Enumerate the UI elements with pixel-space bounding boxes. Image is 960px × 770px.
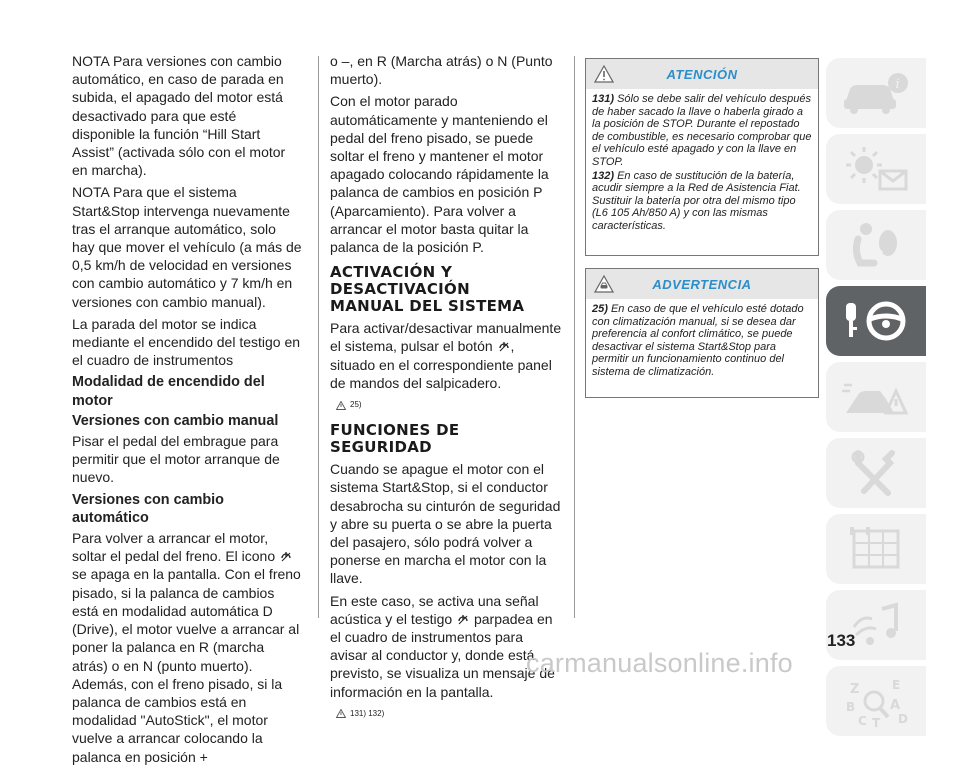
column-2 [330, 52, 562, 729]
paragraph: Cuando se apague el motor con el sistema Start&Stop, si el conductor desabrocha su cinturón de seguridad y abre su puerta o se abre la puerta del pasajero, sólo podrá volver a ponerse en marcha el motor con la llave. [330, 461, 561, 587]
section-heading [330, 264, 562, 315]
note-text: En caso de que el vehículo esté dotado con climatización manual, si se desea dar preferencia al confort climático, se puede desactivar el sistema Start&Stop para permitir un funcionamiento continuo del sistema de climatización. [592, 303, 804, 378]
reference-marker [336, 705, 562, 723]
heading-line: FUNCIONES DE [330, 421, 460, 440]
attention-triangle-icon [336, 709, 346, 718]
tab-warning-lights[interactable] [826, 134, 926, 204]
tab-know-your-car[interactable] [826, 58, 926, 128]
warning-box-header [586, 269, 818, 299]
tab-emergency[interactable] [826, 362, 926, 432]
index-letter: C [858, 714, 867, 728]
index-letter: B [846, 700, 856, 714]
note-number: 132) [592, 169, 615, 182]
warning-lights-icon [836, 141, 916, 197]
text-span: parpadea en el cuadro de instrumentos para avisar al conductor y, donde está previsto, se visualiza un mensaje de información en la pantalla. [330, 610, 555, 700]
section-heading: Modalidad de encendido del motor [72, 374, 265, 409]
warning-box-body [586, 299, 818, 386]
start-stop-icon [457, 613, 469, 625]
index-letter: Z [850, 682, 860, 697]
note-number: 25) [592, 303, 608, 315]
text-span: se apaga en la pantalla. Con el freno pisado, si la palanca de cambios está en modalidad automática D (Drive), el motor vuelve a arrancar al poner la palanca en R (marcha atrás) o en N (punto muerto). Además, con el freno pisado, si la palanca de cambios está en modalidad "AutoStick", el motor vuelve a arrancar colocando la palanca en posición + [72, 566, 301, 765]
page-number: 133 [827, 631, 856, 650]
tab-safety[interactable] [826, 210, 926, 280]
airbag-seat-icon [836, 217, 916, 273]
technical-data-icon [836, 521, 916, 577]
paragraph [330, 592, 562, 701]
heading-line: MANUAL DEL SISTEMA [330, 297, 525, 316]
column-divider [574, 56, 575, 618]
car-info-icon [836, 65, 916, 121]
svg-text:i: i [895, 77, 900, 92]
start-stop-icon [280, 550, 292, 562]
heading-line: ACTIVACIÓN Y [330, 263, 453, 282]
warning-triangle-icon [336, 401, 346, 410]
warning-box [585, 268, 819, 398]
reference-marker [336, 396, 562, 414]
section-heading [330, 422, 562, 456]
tab-starting-and-driving[interactable] [826, 286, 926, 356]
index-letter: A [890, 698, 901, 713]
note [592, 93, 812, 169]
heading-line: SEGURIDAD [330, 438, 432, 457]
key-steering-wheel-icon [836, 293, 916, 349]
section-heading: Versiones con cambio automático [72, 491, 224, 526]
paragraph: La parada del motor se indica mediante el encendido del testigo en el cuadro de instrumentos [72, 315, 301, 369]
column-divider [318, 56, 319, 618]
maintenance-tools-icon [836, 445, 916, 501]
road-emergency-icon [836, 369, 916, 425]
car-warning-icon [594, 275, 614, 293]
index-letter: E [892, 678, 901, 692]
note-text: Sólo se debe salir del vehículo después de haber sacado la llave o haberla girado a la posición de STOP. Durante el repostado de combustible, es necesario comprobar que el vehículo esté apagado y con la llave en STOP. [592, 93, 812, 168]
tab-technical-data[interactable] [826, 514, 926, 584]
index-letter: D [898, 712, 908, 726]
paragraph: NOTA Para que el sistema Start&Stop intervenga nuevamente tras el arranque automático, solo hay que mover el vehículo (a más de 0,5 km/h de velocidad en versiones con cambio automático y 7 km/h en versiones con cambio manual). [72, 184, 302, 310]
text-span: Para activar/desactivar manualmente el sistema, pulsar el botón [330, 320, 562, 355]
start-stop-icon [498, 340, 510, 352]
text-span: , situado en el correspondiente panel de mandos del salpicadero. [330, 338, 552, 391]
attention-triangle-icon [594, 65, 614, 83]
text-span: Para volver a arrancar el motor, soltar el pedal del freno. El icono [72, 530, 276, 565]
paragraph: o –, en R (Marcha atrás) o N (Punto muerto). [330, 53, 553, 88]
attention-box-header [586, 59, 818, 89]
paragraph: Con el motor parado automáticamente y manteniendo el pedal del freno pisado, se puede soltar el freno y mantener el motor apagado colocando rápidamente la palanca de cambios en posición P (Aparcamiento). Para volver a arrancar el motor basta quitar la palanca de la posición P. [330, 93, 549, 256]
note [592, 170, 812, 233]
tab-maintenance[interactable] [826, 438, 926, 508]
paragraph [72, 529, 302, 766]
index-letter: T [872, 716, 881, 729]
watermark: carmanualsonline.info [526, 648, 793, 678]
reference-number: 25) [350, 400, 362, 410]
attention-title: ATENCIÓN [666, 66, 738, 82]
tab-index[interactable] [826, 666, 926, 736]
section-heading: Versiones con cambio manual [72, 412, 279, 429]
paragraph [330, 319, 562, 392]
note [592, 303, 812, 379]
attention-box-body [586, 89, 818, 240]
reference-number: 131) 132) [350, 708, 385, 718]
index-letters-icon [836, 673, 916, 729]
heading-line: DESACTIVACIÓN [330, 280, 470, 299]
attention-box [585, 58, 819, 256]
paragraph: Pisar el pedal del embrague para permitir que el motor arranque de nuevo. [72, 433, 280, 486]
note-text: En caso de sustitución de la batería, acudir siempre a la Red de Asistencia Fiat. Sustituir la batería por otra del mismo tipo (L6 105 Ah/850 A) y con las mismas características. [592, 169, 801, 232]
note-number: 131) [592, 93, 615, 105]
warning-title: ADVERTENCIA [652, 276, 752, 292]
column-1 [72, 52, 302, 770]
text-span: En este caso, se activa una señal acústica y el testigo [330, 592, 539, 627]
paragraph: NOTA Para versiones con cambio automático, en caso de parada en subida, el apagado del motor está desactivado para que esté disponible la función “Hill Start Assist” (activada sólo con el motor en marcha). [72, 53, 286, 179]
